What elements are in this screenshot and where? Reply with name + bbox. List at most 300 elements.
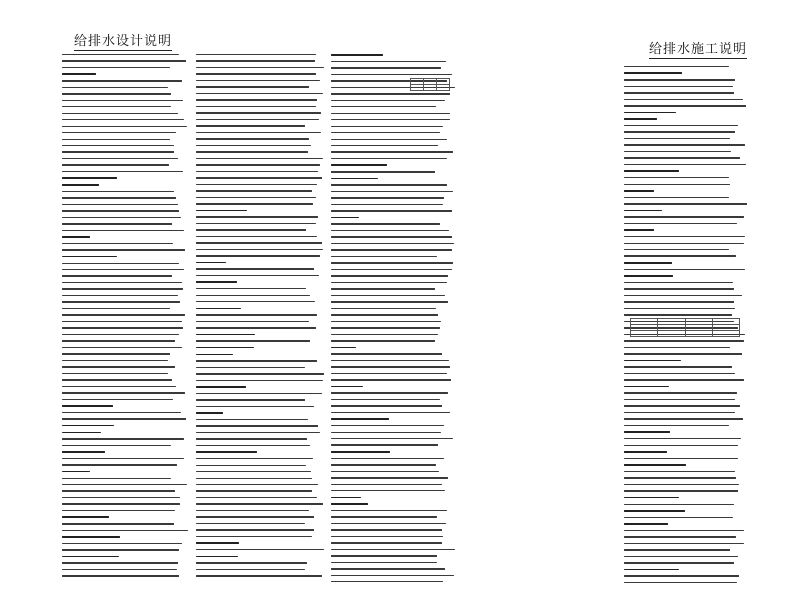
text-line xyxy=(196,490,312,491)
text-line xyxy=(624,458,738,459)
text-line xyxy=(196,86,309,87)
text-line xyxy=(196,516,314,517)
text-line xyxy=(196,465,306,466)
text-line xyxy=(624,562,734,563)
text-line xyxy=(331,210,452,211)
text-line xyxy=(196,54,316,55)
text-line xyxy=(624,170,679,172)
text-line xyxy=(196,556,238,558)
text-line xyxy=(62,158,178,159)
text-line xyxy=(331,54,383,56)
text-line xyxy=(196,354,233,356)
text-line xyxy=(62,191,174,192)
text-line xyxy=(624,275,673,277)
text-line xyxy=(331,373,447,374)
text-line xyxy=(331,425,444,426)
text-line xyxy=(331,100,445,101)
text-line xyxy=(331,490,445,491)
text-line xyxy=(196,314,317,315)
text-line xyxy=(624,177,729,178)
text-line xyxy=(62,87,168,88)
text-line xyxy=(331,230,449,231)
text-line xyxy=(196,216,318,217)
text-line xyxy=(624,497,679,499)
text-line xyxy=(196,425,318,426)
text-line xyxy=(624,125,738,126)
text-line xyxy=(196,138,309,139)
text-line xyxy=(62,80,182,81)
text-line xyxy=(331,67,441,68)
text-line xyxy=(62,327,183,328)
text-line xyxy=(331,444,438,445)
text-line xyxy=(196,367,305,368)
text-line xyxy=(624,105,746,106)
text-line xyxy=(196,549,324,550)
text-line xyxy=(624,386,669,388)
text-line xyxy=(62,308,170,309)
text-line xyxy=(196,393,322,394)
text-line xyxy=(624,151,731,152)
text-line xyxy=(624,471,735,472)
text-line xyxy=(331,164,387,166)
text-line xyxy=(331,568,445,569)
text-line xyxy=(331,516,437,517)
text-line xyxy=(624,249,729,250)
text-line xyxy=(624,72,682,74)
text-line xyxy=(196,125,305,126)
text-line xyxy=(624,477,736,478)
text-line xyxy=(331,399,440,400)
text-line xyxy=(331,321,441,322)
text-line xyxy=(331,217,359,219)
text-line xyxy=(624,366,732,367)
text-line xyxy=(624,405,740,406)
text-line xyxy=(624,216,744,217)
text-line xyxy=(62,484,187,485)
text-line xyxy=(331,484,442,485)
text-line xyxy=(196,93,323,94)
text-line xyxy=(624,569,679,571)
text-line xyxy=(331,151,453,152)
text-line xyxy=(331,386,363,388)
text-line xyxy=(62,366,175,367)
text-line xyxy=(196,569,305,570)
text-line xyxy=(624,530,744,531)
text-line xyxy=(62,263,179,264)
text-line xyxy=(62,301,180,302)
text-line xyxy=(196,386,246,388)
text-line xyxy=(624,556,738,557)
text-line xyxy=(62,236,90,238)
text-line xyxy=(624,464,686,466)
text-line xyxy=(196,190,312,191)
text-line xyxy=(62,490,175,491)
text-line xyxy=(331,471,439,472)
text-line xyxy=(331,119,450,120)
text-column-1 xyxy=(62,54,188,582)
text-line xyxy=(62,73,96,75)
text-line xyxy=(331,458,444,459)
text-line xyxy=(62,347,182,348)
text-line xyxy=(624,353,742,354)
text-line xyxy=(62,418,186,419)
text-line xyxy=(624,347,730,348)
text-line xyxy=(62,126,187,127)
text-line xyxy=(331,132,440,133)
text-line xyxy=(331,223,440,224)
text-line xyxy=(196,73,316,74)
text-line xyxy=(62,399,173,400)
text-line xyxy=(196,229,306,230)
text-line xyxy=(331,204,443,205)
text-line xyxy=(331,93,450,94)
text-line xyxy=(62,438,184,439)
text-line xyxy=(62,392,185,393)
text-line xyxy=(624,282,733,283)
text-line xyxy=(624,301,734,302)
text-line xyxy=(624,255,736,256)
text-line xyxy=(196,321,309,322)
text-line xyxy=(624,340,744,341)
text-line xyxy=(196,340,310,341)
text-line xyxy=(331,197,444,198)
text-line xyxy=(62,184,99,186)
text-line xyxy=(624,412,735,413)
text-line xyxy=(62,549,179,550)
text-line xyxy=(196,203,313,204)
text-line xyxy=(196,536,312,537)
text-line xyxy=(624,536,736,537)
text-line xyxy=(62,569,177,570)
text-line xyxy=(196,503,323,504)
text-line xyxy=(331,549,455,550)
text-line xyxy=(62,379,172,380)
text-line xyxy=(62,204,178,205)
text-line xyxy=(62,282,182,283)
text-line xyxy=(196,60,315,61)
text-line xyxy=(62,223,172,224)
text-line xyxy=(196,327,316,328)
text-line xyxy=(331,249,452,250)
text-line xyxy=(62,171,183,172)
text-line xyxy=(196,484,318,485)
text-line xyxy=(331,295,445,296)
text-line xyxy=(196,301,315,302)
text-line xyxy=(331,243,454,244)
text-line xyxy=(331,269,452,270)
text-line xyxy=(624,484,739,485)
text-line xyxy=(196,158,323,159)
text-line xyxy=(62,334,179,335)
text-line xyxy=(624,223,737,224)
text-line xyxy=(196,145,311,146)
text-line xyxy=(62,67,170,68)
text-line xyxy=(196,451,257,453)
text-line xyxy=(624,236,745,237)
text-line xyxy=(196,151,308,152)
text-line xyxy=(624,112,676,114)
text-line xyxy=(331,327,440,328)
right-title: 给排水施工说明 xyxy=(649,42,748,57)
text-line xyxy=(331,510,447,511)
text-line xyxy=(62,516,109,518)
text-line xyxy=(331,503,368,505)
text-line xyxy=(624,86,733,87)
text-line xyxy=(624,243,744,244)
text-line xyxy=(62,243,173,244)
text-line xyxy=(331,106,436,107)
text-line xyxy=(331,236,452,237)
text-line xyxy=(331,562,437,563)
text-line xyxy=(624,295,742,296)
text-line xyxy=(196,119,319,120)
text-line xyxy=(196,171,318,172)
text-line xyxy=(331,191,453,192)
text-line xyxy=(196,262,226,264)
text-line xyxy=(624,314,732,315)
text-line xyxy=(624,379,744,380)
text-line xyxy=(331,379,451,380)
text-line xyxy=(62,60,186,61)
text-line xyxy=(331,308,436,309)
text-line xyxy=(62,386,176,387)
text-line xyxy=(624,288,734,289)
text-line xyxy=(331,145,438,146)
text-line xyxy=(331,288,435,289)
text-line xyxy=(196,360,317,361)
text-line xyxy=(331,366,450,367)
text-line xyxy=(196,184,317,185)
text-line xyxy=(196,380,323,381)
text-line xyxy=(331,438,453,439)
text-line xyxy=(331,353,442,354)
text-line xyxy=(331,555,437,556)
text-line xyxy=(331,418,389,420)
text-line xyxy=(196,406,314,407)
text-line xyxy=(62,249,185,250)
text-line xyxy=(62,145,174,146)
text-line xyxy=(624,582,737,583)
text-line xyxy=(331,301,448,302)
text-line xyxy=(62,295,178,296)
text-line xyxy=(62,530,188,531)
text-line xyxy=(62,314,185,315)
text-line xyxy=(62,451,105,453)
text-line xyxy=(624,197,729,198)
text-line xyxy=(331,139,447,140)
text-line xyxy=(62,217,181,218)
text-line xyxy=(624,66,729,67)
text-line xyxy=(331,412,450,413)
text-line xyxy=(196,497,317,498)
text-line xyxy=(196,562,307,563)
text-line xyxy=(196,432,320,433)
text-line xyxy=(331,340,435,341)
text-line xyxy=(62,458,184,459)
text-line xyxy=(62,151,174,152)
text-line xyxy=(62,360,168,361)
text-line xyxy=(196,197,316,198)
text-line xyxy=(62,164,169,165)
text-line xyxy=(196,236,317,237)
text-line xyxy=(624,360,681,362)
text-line xyxy=(62,54,179,55)
text-line xyxy=(62,562,178,563)
text-line xyxy=(624,543,744,544)
text-line xyxy=(62,575,179,576)
text-line xyxy=(62,556,119,558)
text-line xyxy=(624,138,730,139)
text-line xyxy=(196,275,319,276)
text-line xyxy=(196,412,223,414)
text-line xyxy=(196,106,316,107)
text-line xyxy=(196,164,320,165)
text-line xyxy=(624,99,743,100)
text-line xyxy=(331,536,443,537)
text-line xyxy=(62,119,184,120)
text-line xyxy=(331,126,443,127)
text-line xyxy=(196,399,305,400)
text-line xyxy=(62,100,183,101)
text-line xyxy=(624,308,735,309)
text-line xyxy=(624,229,654,231)
text-line xyxy=(624,118,657,120)
text-line xyxy=(331,360,449,361)
text-line xyxy=(624,445,738,446)
text-line xyxy=(624,164,746,165)
text-line xyxy=(624,210,662,212)
text-line xyxy=(331,158,447,159)
text-line xyxy=(62,256,117,258)
text-line xyxy=(624,203,747,204)
text-line xyxy=(331,282,447,283)
text-line xyxy=(331,178,378,180)
text-line xyxy=(624,504,734,505)
text-line xyxy=(196,80,320,81)
text-line xyxy=(331,392,448,393)
text-line xyxy=(331,575,454,576)
text-line xyxy=(196,67,324,68)
text-line xyxy=(624,144,745,145)
text-line xyxy=(331,542,442,543)
text-line xyxy=(331,113,450,114)
text-line xyxy=(331,256,437,257)
text-line xyxy=(624,262,672,264)
text-line xyxy=(624,549,730,550)
text-line xyxy=(331,74,452,75)
text-line xyxy=(196,523,305,524)
text-line xyxy=(62,230,184,231)
text-column-3 xyxy=(331,54,455,582)
text-line xyxy=(624,418,743,419)
text-line xyxy=(62,412,181,413)
spec-table xyxy=(410,78,450,91)
text-line xyxy=(624,184,730,185)
text-line xyxy=(62,275,172,276)
text-line xyxy=(62,113,178,114)
text-line xyxy=(624,425,729,426)
text-line xyxy=(331,334,438,335)
text-line xyxy=(196,334,255,336)
text-line xyxy=(196,347,254,349)
text-line xyxy=(331,497,361,499)
text-line xyxy=(624,451,667,453)
text-line xyxy=(196,249,323,250)
text-line xyxy=(62,197,176,198)
text-line xyxy=(624,79,735,80)
text-line xyxy=(62,373,168,374)
text-line xyxy=(624,431,670,433)
text-line xyxy=(196,471,311,472)
text-line xyxy=(624,438,741,439)
text-line xyxy=(196,295,310,296)
text-line xyxy=(62,503,180,504)
text-line xyxy=(196,445,310,446)
text-line xyxy=(331,262,453,263)
text-line xyxy=(624,131,735,132)
text-line xyxy=(62,497,180,498)
text-line xyxy=(62,471,90,473)
text-line xyxy=(196,223,316,224)
text-line xyxy=(196,255,320,256)
text-line xyxy=(331,523,446,524)
text-line xyxy=(331,581,443,582)
text-line xyxy=(62,139,170,140)
text-line xyxy=(331,432,441,433)
text-line xyxy=(62,543,182,544)
text-line xyxy=(62,340,175,341)
text-line xyxy=(331,314,438,315)
text-line xyxy=(196,112,321,113)
text-line xyxy=(62,106,171,107)
text-line xyxy=(62,177,117,179)
left-title: 给排水设计说明 xyxy=(74,34,173,49)
text-line xyxy=(624,373,735,374)
text-line xyxy=(62,405,113,407)
text-line xyxy=(196,542,239,544)
text-line xyxy=(62,210,179,211)
text-line xyxy=(196,373,324,374)
text-line xyxy=(624,490,738,491)
text-line xyxy=(62,445,171,446)
text-line xyxy=(196,268,314,269)
text-line xyxy=(62,288,183,289)
text-line xyxy=(62,353,170,354)
text-line xyxy=(62,464,177,465)
text-line xyxy=(624,269,745,270)
text-line xyxy=(196,529,314,530)
text-line xyxy=(331,477,448,478)
text-line xyxy=(624,399,735,400)
text-line xyxy=(62,321,182,322)
text-line xyxy=(331,275,448,276)
text-line xyxy=(62,536,120,538)
text-line xyxy=(62,478,171,479)
text-line xyxy=(62,93,171,94)
text-line xyxy=(624,157,740,158)
text-line xyxy=(624,517,733,518)
text-line xyxy=(62,523,174,524)
text-line xyxy=(196,419,308,420)
text-line xyxy=(331,529,442,530)
text-line xyxy=(331,184,447,185)
text-line xyxy=(331,171,435,172)
text-line xyxy=(196,510,309,511)
text-line xyxy=(62,132,176,133)
text-line xyxy=(624,190,654,192)
text-line xyxy=(62,510,175,511)
text-line xyxy=(331,61,446,62)
